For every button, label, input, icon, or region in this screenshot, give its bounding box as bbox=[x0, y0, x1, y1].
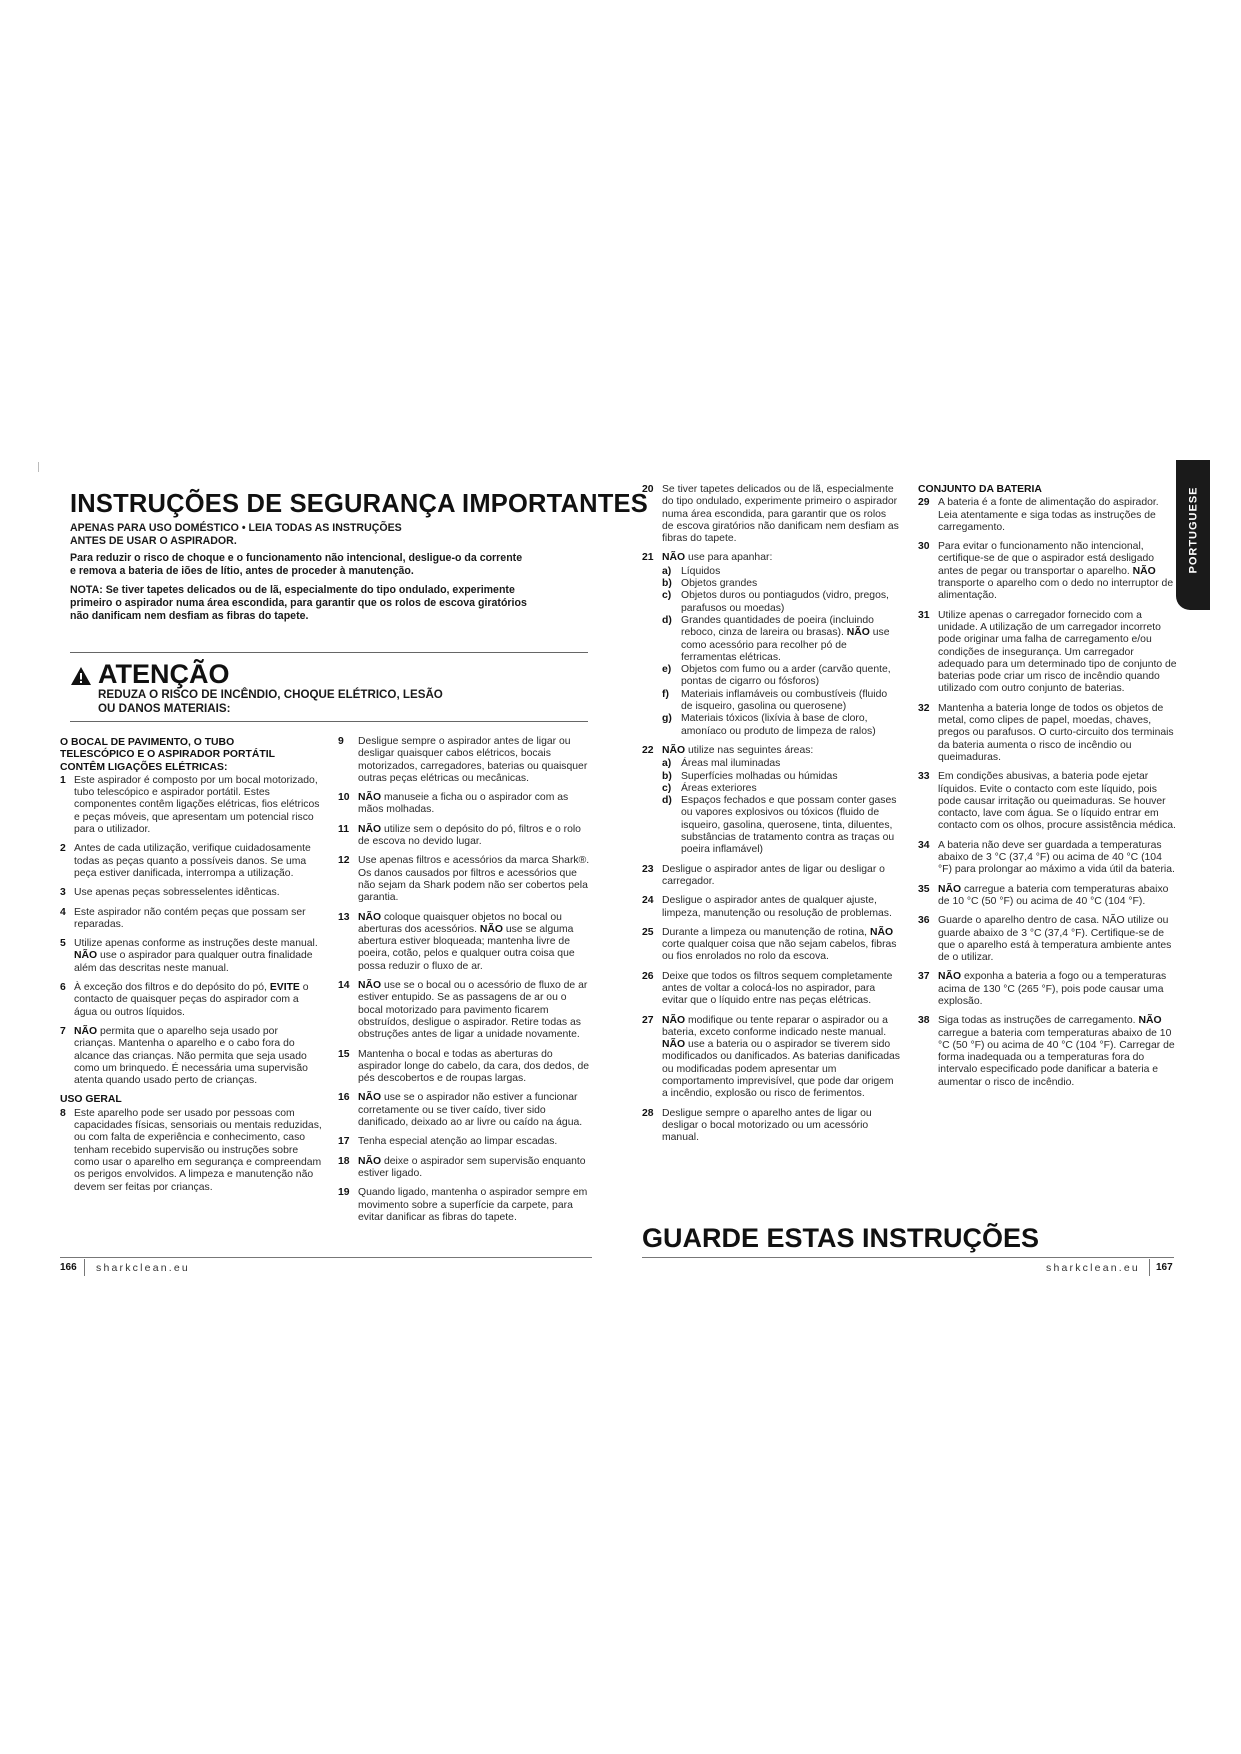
item-number: 9 bbox=[338, 736, 344, 747]
item-number: 20 bbox=[642, 484, 654, 495]
list-item bbox=[60, 938, 322, 975]
emphasis-text: NÃO bbox=[358, 1092, 382, 1104]
item-text: Utilize apenas o carregador fornecido com a unidade. A utilização de um carregador incorreto pode originar uma falha de carregamento e/ou condições de insegurança. Um carregador adequado para um determinado tipo de conjunto de baterias pode criar um risco de incêndio quando utilizado com outro conjunto de baterias. bbox=[938, 609, 1177, 695]
language-tab-text: PORTUGUESE bbox=[1187, 486, 1200, 574]
page-title: INSTRUÇÕES DE SEGURANÇA IMPORTANTES bbox=[70, 490, 648, 518]
list-item bbox=[918, 541, 1178, 602]
item-number: 5 bbox=[60, 938, 66, 950]
item-number: 18 bbox=[338, 1155, 350, 1167]
sub-text: Áreas mal iluminadas bbox=[681, 758, 781, 770]
sub-letter: c) bbox=[662, 590, 672, 602]
item-number: 10 bbox=[338, 792, 350, 804]
item-number: 12 bbox=[338, 855, 350, 867]
list-item bbox=[60, 907, 322, 932]
item-text-part: o contacto de quaisquer peças do aspirador com a água ou outros líquidos. bbox=[74, 982, 309, 1018]
language-tab-label bbox=[1177, 475, 1209, 585]
sub-letter: e) bbox=[662, 664, 672, 676]
list-item bbox=[60, 1026, 322, 1087]
emphasis-text: NÃO bbox=[358, 823, 382, 835]
section-heading-general-use: USO GERAL bbox=[60, 1094, 122, 1106]
item-text-part: À exceção dos filtros e do depósito do pó, bbox=[74, 982, 267, 994]
warning-subtitle-line: OU DANOS MATERIAIS: bbox=[98, 702, 231, 715]
list-item bbox=[60, 843, 322, 880]
list-item bbox=[338, 1136, 594, 1148]
footer-divider bbox=[1149, 1259, 1150, 1276]
list-item bbox=[338, 824, 594, 849]
warning-triangle-icon bbox=[70, 666, 92, 686]
list-item bbox=[338, 912, 594, 973]
item-number: 23 bbox=[642, 863, 654, 875]
item-text: Desligue o aspirador antes de ligar ou desligar o carregador. bbox=[662, 863, 885, 887]
section-divider bbox=[70, 652, 588, 653]
sub-item bbox=[662, 795, 900, 856]
item-text-part: corte qualquer coisa que não sejam cabelos, fibras ou fios enrolados no rolo da escova. bbox=[662, 939, 897, 963]
sub-text: Espaços fechados e que possam conter gases ou vapores explosivos ou tóxicos (fluido de isqueiro, gasolina, querosene, tinta, diluentes, substâncias de tratamento contra as traças ou poeira inflamável) bbox=[681, 795, 897, 856]
sub-text: Líquidos bbox=[681, 565, 721, 577]
sub-item bbox=[662, 689, 900, 714]
list-item bbox=[642, 971, 900, 1008]
section-divider bbox=[70, 721, 588, 722]
list-item bbox=[642, 1015, 900, 1101]
item-number: 2 bbox=[60, 843, 66, 855]
item-text: Se tiver tapetes delicados ou de lã, especialmente do tipo ondulado, experimente primeiro o aspirador numa área escondida, para garantir que os rolos de escova giratórios não danificam nem desfiam as fibras do tapete. bbox=[662, 484, 899, 545]
item-text-part: Utilize apenas conforme as instruções deste manual. bbox=[74, 938, 318, 950]
item-text: A bateria é a fonte de alimentação do aspirador. Leia atentamente e siga todas as instruções de carregamento. bbox=[938, 497, 1159, 533]
list-item bbox=[338, 1187, 594, 1224]
item-text: Em condições abusivas, a bateria pode ejetar líquidos. Evite o contacto com este líquido, pois pode causar irritação ou queimaduras. Se houver contacto, lave com água. Se o líquido entrar em contacto com os olhos, procure assistência médica. bbox=[938, 771, 1176, 832]
item-number: 36 bbox=[918, 915, 930, 927]
sub-list bbox=[662, 566, 900, 738]
list-item bbox=[338, 1092, 594, 1129]
column-1 bbox=[60, 737, 322, 1201]
column-3 bbox=[642, 484, 900, 1152]
item-text: Este aparelho pode ser usado por pessoas com capacidades físicas, sensoriais ou mentais reduzidas, ou com falta de experiência e conhecimento, caso tenham recebido supervisão ou instruções sobre como usar o aparelho em segurança e compreendam os perigos envolvidos. A limpeza e manutenção não devem ser feitas por crianças. bbox=[74, 1107, 322, 1193]
item-text bbox=[358, 824, 581, 847]
warning-title: ATENÇÃO bbox=[98, 659, 230, 689]
rug-note-line: não danificam nem desfiam as fibras do tapete. bbox=[70, 610, 309, 622]
list-item bbox=[60, 887, 322, 899]
rug-note-line: primeiro o aspirador numa área escondida, para garantir que os rolos de escova giratórios bbox=[70, 597, 527, 609]
sub-letter: d) bbox=[662, 795, 672, 807]
emphasis-text: NÃO bbox=[74, 1025, 98, 1037]
item-text-part: use se o aspirador não estiver a funcionar corretamente ou se tiver caído, tiver sido danificado, deixado ao ar livre ou caído na água. bbox=[358, 1092, 583, 1129]
sub-text: Objetos duros ou pontiagudos (vidro, pregos, parafusos ou moedas) bbox=[681, 590, 889, 614]
list-item bbox=[918, 915, 1178, 964]
sub-text: Superfícies molhadas ou húmidas bbox=[681, 770, 838, 782]
item-number: 34 bbox=[918, 839, 930, 851]
item-text bbox=[358, 912, 575, 972]
emphasis-text: NÃO bbox=[869, 926, 894, 938]
page-edge-mark bbox=[38, 462, 39, 472]
item-number: 8 bbox=[60, 1107, 66, 1119]
shock-warning-text bbox=[70, 552, 522, 578]
item-text-part: use a bateria ou o aspirador se tiverem sido modificados ou danificados. As baterias danificadas ou modificadas podem apresentar um comportamento imprevisível, que pode dar origem a incêndio, explosão ou risco de ferimentos. bbox=[662, 1039, 900, 1100]
heading-line: TELESCÓPICO E O ASPIRADOR PORTÁTIL bbox=[60, 749, 275, 761]
list-item bbox=[338, 792, 594, 817]
emphasis-text: NÃO bbox=[846, 627, 870, 639]
item-number: 28 bbox=[642, 1107, 654, 1119]
item-text-part: utilize nas seguintes áreas: bbox=[687, 744, 814, 756]
list-item bbox=[338, 1156, 594, 1181]
sub-text: Materiais inflamáveis ou combustíveis (fluido de isqueiro, gasolina ou querosene) bbox=[681, 688, 888, 713]
list-item bbox=[918, 610, 1178, 696]
item-number: 7 bbox=[60, 1025, 66, 1037]
item-number: 4 bbox=[60, 906, 66, 918]
item-text-part: carregue a bateria com temperaturas abaixo de 10 °C (50 °F) ou acima de 40 °C (104 °F). bbox=[938, 883, 1169, 907]
list-item bbox=[642, 1108, 900, 1145]
item-text: Use apenas peças sobresselentes idênticas. bbox=[74, 887, 280, 899]
item-text bbox=[74, 1026, 308, 1086]
footer-rule bbox=[60, 1257, 592, 1258]
item-text-part: deixe o aspirador sem supervisão enquanto estiver ligado. bbox=[358, 1155, 586, 1179]
item-number: 22 bbox=[642, 744, 654, 756]
shock-warning-line: Para reduzir o risco de choque e o funcionamento não intencional, desligue-o da corrente bbox=[70, 552, 523, 564]
sub-letter: c) bbox=[662, 782, 672, 794]
list-item bbox=[918, 771, 1178, 832]
section-heading-battery: CONJUNTO DA BATERIA bbox=[918, 484, 1042, 495]
sub-text: Grandes quantidades de poeira (incluindo reboco, cinza de lareira ou brasas). bbox=[681, 614, 874, 639]
footer-rule bbox=[642, 1257, 1174, 1258]
sub-item bbox=[662, 566, 900, 578]
item-text-part: transporte o aparelho com o dedo no interruptor de alimentação. bbox=[938, 578, 1174, 602]
list-item bbox=[642, 927, 900, 964]
item-number: 37 bbox=[918, 971, 930, 983]
item-text: Quando ligado, mantenha o aspirador sempre em movimento sobre a superfície da carpete, para evitar danificar as fibras do tapete. bbox=[358, 1187, 588, 1223]
item-number: 38 bbox=[918, 1015, 930, 1027]
sub-letter: a) bbox=[662, 565, 672, 577]
warning-subtitle-line: REDUZA O RISCO DE INCÊNDIO, CHOQUE ELÉTRICO, LESÃO bbox=[98, 688, 443, 701]
item-text bbox=[662, 1015, 900, 1100]
emphasis-text: NÃO bbox=[938, 883, 962, 895]
emphasis-text: NÃO bbox=[358, 1155, 382, 1167]
sub-text: Áreas exteriores bbox=[681, 782, 757, 794]
item-text: Desligue sempre o aparelho antes de ligar ou desligar o bocal motorizado ou um acessório manual. bbox=[662, 1107, 872, 1144]
emphasis-text: NÃO bbox=[358, 980, 382, 992]
item-text bbox=[662, 552, 772, 563]
item-text bbox=[358, 980, 587, 1040]
heading-line: O BOCAL DE PAVIMENTO, O TUBO bbox=[60, 737, 235, 748]
page-number-right: 167 bbox=[1156, 1262, 1173, 1273]
item-text-part: exponha a bateria a fogo ou a temperaturas acima de 130 °C (265 °F), pois pode causar uma explosão. bbox=[938, 971, 1167, 1007]
emphasis-text: NÃO bbox=[358, 792, 382, 804]
list-item bbox=[60, 775, 322, 836]
item-text: Guarde o aparelho dentro de casa. NÃO utilize ou guarde abaixo de 3 °C (37,4 °F). Certifique-se de que o aparelho está à temperatura ambiente antes de o utilizar. bbox=[938, 915, 1172, 964]
item-number: 21 bbox=[642, 552, 654, 564]
list-item bbox=[642, 745, 900, 857]
sub-item bbox=[662, 783, 900, 795]
list-item bbox=[918, 497, 1178, 534]
list-item bbox=[918, 884, 1178, 909]
list-item bbox=[918, 971, 1178, 1008]
item-text-part: Durante a limpeza ou manutenção de rotina, bbox=[662, 926, 868, 938]
emphasis-text: EVITE bbox=[269, 982, 300, 994]
list-item bbox=[918, 703, 1178, 764]
sub-item bbox=[662, 713, 900, 738]
item-number: 35 bbox=[918, 883, 930, 895]
emphasis-text: NÃO bbox=[938, 971, 962, 983]
item-text bbox=[938, 1015, 1175, 1087]
list-item bbox=[338, 736, 594, 785]
emphasis-text: NÃO bbox=[662, 552, 686, 564]
emphasis-text: NÃO bbox=[662, 1014, 686, 1026]
sub-item bbox=[662, 615, 900, 664]
item-number: 33 bbox=[918, 771, 930, 783]
item-number: 26 bbox=[642, 970, 654, 982]
item-text-part: utilize sem o depósito do pó, filtros e o rolo de escova no devido lugar. bbox=[358, 823, 581, 848]
usage-subtitle-line: APENAS PARA USO DOMÉSTICO • LEIA TODAS AS INSTRUÇÕES bbox=[70, 522, 402, 534]
section-heading-electrical bbox=[60, 737, 322, 774]
item-text bbox=[938, 884, 1168, 907]
item-text bbox=[74, 938, 318, 974]
item-number: 6 bbox=[60, 982, 66, 994]
item-text: A bateria não deve ser guardada a temperaturas abaixo de 3 °C (37,4 °F) ou acima de 40 °C (104 °F) para prolongar ao máximo a vida útil da bateria. bbox=[938, 839, 1175, 876]
list-item bbox=[918, 840, 1178, 877]
item-text: Tenha especial atenção ao limpar escadas. bbox=[358, 1136, 558, 1148]
item-text: Mantenha a bateria longe de todos os objetos de metal, como clipes de papel, moedas, chaves, pregos ou parafusos. O curto-circuito dos terminais da bateria aumenta o risco de incêndio ou queimaduras. bbox=[938, 702, 1174, 763]
rug-note-text bbox=[70, 584, 527, 623]
item-text-part: carregue a bateria com temperaturas abaixo de 10 °C (50 °F) ou acima de 40 °C (104 °F). Carregar de forma inadequada ou a temperaturas fora do intervalo especificado pode danificar a bateria e aumentar o risco de incêndio. bbox=[938, 1027, 1175, 1088]
sub-letter: d) bbox=[662, 614, 672, 626]
list-item bbox=[60, 982, 322, 1019]
item-number: 16 bbox=[338, 1092, 350, 1104]
item-number: 32 bbox=[918, 702, 930, 714]
emphasis-text: NÃO bbox=[662, 744, 686, 756]
list-item bbox=[338, 1049, 594, 1086]
item-number: 11 bbox=[338, 823, 349, 835]
item-text: Este aspirador é composto por um bocal motorizado, tubo telescópico e aspirador portátil. Estes componentes contêm ligações elétricas, fios elétricos e peças móveis, que apresentam um potencial risco para o utilizador. bbox=[74, 774, 320, 836]
list-item bbox=[642, 895, 900, 920]
emphasis-text: NÃO bbox=[1132, 565, 1156, 577]
list-item bbox=[60, 1108, 322, 1194]
list-item bbox=[642, 484, 900, 545]
sub-item bbox=[662, 590, 900, 615]
item-text bbox=[938, 971, 1166, 1007]
list-item bbox=[642, 552, 900, 737]
sub-text: Materiais tóxicos (lixívia à base de cloro, amoníaco ou produto de limpeza de ralos) bbox=[681, 713, 876, 737]
sub-item bbox=[662, 771, 900, 783]
item-number: 29 bbox=[918, 497, 930, 509]
warning-subtitle bbox=[98, 688, 443, 716]
column-4 bbox=[918, 484, 1178, 1096]
item-number: 17 bbox=[338, 1136, 350, 1148]
item-text-part: manuseie a ficha ou o aspirador com as mãos molhadas. bbox=[358, 792, 569, 816]
sub-letter: g) bbox=[662, 713, 672, 725]
item-text: Mantenha o bocal e todas as aberturas do aspirador longe do cabelo, da cara, dos dedos, de pés descobertos e de roupas largas. bbox=[358, 1048, 590, 1085]
item-text-part: use se alguma abertura estiver bloqueada; mantenha livre de poeira, cotão, pelos e qualquer outra coisa que possa reduzir o fluxo de ar. bbox=[358, 923, 575, 972]
item-text: Desligue o aspirador antes de qualquer ajuste, limpeza, manutenção ou resolução de problemas. bbox=[662, 895, 892, 919]
sub-letter: b) bbox=[662, 578, 672, 590]
rug-note-line: NOTA: Se tiver tapetes delicados ou de lã, especialmente do tipo ondulado, experimente bbox=[70, 584, 515, 596]
sub-letter: a) bbox=[662, 758, 672, 770]
sub-text: use como acessório para recolher pó de ferramentas elétricas. bbox=[681, 627, 890, 663]
item-number: 13 bbox=[338, 911, 350, 923]
emphasis-text: NÃO bbox=[662, 1039, 686, 1051]
item-number: 14 bbox=[338, 980, 350, 992]
item-text bbox=[662, 927, 897, 963]
item-number: 24 bbox=[642, 895, 654, 907]
sub-item bbox=[662, 758, 900, 770]
item-text: Use apenas filtros e acessórios da marca Shark®. Os danos causados por filtros e acessórios que não sejam da Shark podem não ser cobertos pela garantia. bbox=[358, 855, 590, 904]
emphasis-text: NÃO bbox=[479, 923, 503, 935]
item-text-part: coloque quaisquer objetos no bocal ou aberturas dos acessórios. bbox=[358, 911, 562, 935]
item-text bbox=[662, 745, 813, 756]
shock-warning-line: e remova a bateria de iões de lítio, antes de proceder à manutenção. bbox=[70, 565, 414, 577]
item-text-part: Siga todas as instruções de carregamento. bbox=[938, 1015, 1136, 1027]
item-number: 31 bbox=[918, 609, 930, 621]
item-text-part: modifique ou tente reparar o aspirador ou a bateria, exceto conforme indicado neste manual. bbox=[662, 1014, 888, 1038]
item-number: 3 bbox=[60, 887, 66, 899]
list-item bbox=[642, 864, 900, 889]
item-text-part: Para evitar o funcionamento não intencional, certifique-se de que o aspirador está desligado antes de pegar ou transportar o aparelho. bbox=[938, 541, 1155, 577]
save-instructions-title: GUARDE ESTAS INSTRUÇÕES bbox=[642, 1223, 1040, 1253]
item-number: 25 bbox=[642, 926, 654, 938]
item-text-part: use o aspirador para qualquer outra finalidade além das descritas neste manual. bbox=[74, 950, 313, 974]
item-text: Antes de cada utilização, verifique cuidadosamente todas as peças quanto a possíveis danos. Se uma peça estiver danificada, interrompa a utilização. bbox=[74, 843, 311, 879]
usage-subtitle-line: ANTES DE USAR O ASPIRADOR. bbox=[70, 535, 237, 547]
item-text bbox=[358, 792, 568, 815]
sub-letter: b) bbox=[662, 770, 672, 782]
sub-text: Objetos com fumo ou a arder (carvão quente, pontas de cigarro ou fósforos) bbox=[681, 664, 891, 688]
item-text: Desligue sempre o aspirador antes de ligar ou desligar quaisquer cabos elétricos, bocais motorizados, carregadores, baterias ou quaisquer outras peças elétricas ou mecânicas. bbox=[358, 736, 588, 784]
sub-letter: f) bbox=[662, 688, 669, 700]
emphasis-text: NÃO bbox=[74, 950, 98, 962]
heading-line: CONTÊM LIGAÇÕES ELÉTRICAS: bbox=[60, 761, 228, 773]
list-item bbox=[338, 855, 594, 904]
footer-website-right: sharkclean.eu bbox=[1046, 1262, 1140, 1274]
item-number: 1 bbox=[60, 774, 66, 786]
item-text-part: permita que o aparelho seja usado por crianças. Mantenha o aparelho e o cabo fora do alcance das crianças. Não permita que seja usado como um brinquedo. É necessária uma supervisão atenta quando usado perto de crianças. bbox=[74, 1025, 308, 1087]
item-text bbox=[358, 1156, 586, 1179]
item-text-part: use se o bocal ou o acessório de fluxo de ar estiver entupido. Se as passagens de ar ou o bocal motorizado para pavimento ficarem obstruídos, desligue o aspirador. Retire todas as obstruções antes de ligar a unidade novamente. bbox=[358, 980, 588, 1041]
list-item bbox=[338, 980, 594, 1041]
usage-subtitle bbox=[70, 522, 402, 548]
footer-website-left: sharkclean.eu bbox=[96, 1262, 190, 1274]
page-number-left: 166 bbox=[60, 1262, 77, 1273]
item-text bbox=[74, 982, 309, 1018]
item-number: 30 bbox=[918, 541, 930, 553]
item-number: 27 bbox=[642, 1014, 654, 1026]
emphasis-text: NÃO bbox=[358, 911, 382, 923]
item-text bbox=[938, 541, 1173, 601]
sub-text: Objetos grandes bbox=[681, 578, 758, 590]
item-number: 19 bbox=[338, 1187, 350, 1199]
item-text: Este aspirador não contém peças que possam ser reparadas. bbox=[74, 906, 306, 930]
sub-item bbox=[662, 664, 900, 689]
sub-list bbox=[662, 758, 900, 856]
emphasis-text: NÃO bbox=[1138, 1015, 1162, 1027]
footer-divider bbox=[84, 1259, 85, 1276]
sub-item bbox=[662, 578, 900, 590]
list-item bbox=[918, 1015, 1178, 1089]
column-2 bbox=[338, 736, 594, 1231]
item-text: Deixe que todos os filtros sequem completamente antes de voltar a colocá-los no aspirador, para evitar que o líquido entre nas peças elétricas. bbox=[662, 970, 893, 1007]
item-text bbox=[358, 1092, 582, 1128]
item-text-part: use para apanhar: bbox=[687, 552, 773, 564]
item-number: 15 bbox=[338, 1048, 350, 1060]
